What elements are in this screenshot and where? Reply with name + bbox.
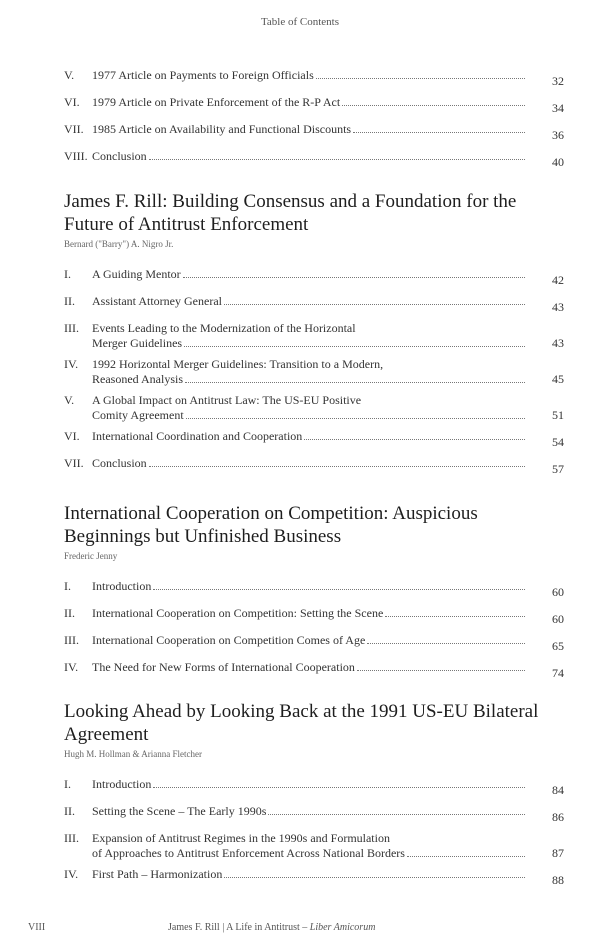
entry-number: II.	[64, 804, 75, 818]
entry-title: of Approaches to Antitrust Enforcement Across National Borders	[92, 846, 405, 860]
toc-entry[interactable]	[64, 267, 564, 288]
entry-number: V.	[64, 68, 75, 82]
entry-page-number: 32	[552, 74, 564, 88]
entry-title: A Guiding Mentor	[92, 267, 181, 281]
toc-entry[interactable]	[64, 95, 564, 116]
dot-leader	[184, 346, 525, 347]
entry-number: II.	[64, 606, 75, 620]
entry-number: IV.	[64, 867, 79, 881]
entry-title: Merger Guidelines	[92, 336, 183, 350]
dot-leader	[183, 277, 525, 278]
entry-page-number: 36	[552, 128, 564, 142]
entry-page-number: 34	[552, 101, 564, 115]
entry-page-number: 43	[552, 300, 564, 314]
toc-entry[interactable]	[64, 660, 564, 681]
toc-entry-list	[64, 267, 564, 477]
toc-entry[interactable]	[64, 294, 564, 315]
section-title: Looking Ahead by Looking Back at the 1991 US-EU Bilateral Agreement	[64, 701, 539, 745]
entry-page-number: 60	[552, 585, 564, 599]
section-title: James F. Rill: Building Consensus and a Foundation for the Future of Antitrust Enforcement	[64, 191, 517, 235]
toc-entry[interactable]	[64, 429, 564, 450]
entry-page-number: 74	[552, 666, 564, 680]
footer-title-italic: Liber Amicorum	[309, 922, 376, 933]
toc-entry[interactable]	[64, 393, 564, 423]
toc-entry-list	[64, 579, 564, 681]
entry-title: International Cooperation on Competition: Setting the Scene	[92, 606, 384, 620]
toc-entry[interactable]	[64, 831, 564, 861]
section-author: Bernard ("Barry") A. Nigro Jr.	[64, 239, 174, 249]
entry-title: Introduction	[92, 777, 152, 791]
entry-title: The Need for New Forms of International Cooperation	[92, 660, 355, 674]
dot-leader	[185, 382, 525, 383]
dot-leader	[268, 814, 525, 815]
entry-title: Setting the Scene – The Early 1990s	[92, 804, 267, 818]
entry-number: IV.	[64, 660, 79, 674]
toc-entry[interactable]	[64, 456, 564, 477]
dot-leader	[367, 643, 525, 644]
entry-title: Conclusion	[92, 456, 147, 470]
entry-title: 1979 Article on Private Enforcement of the R-P Act	[92, 95, 341, 109]
section-author: Hugh M. Hollman & Arianna Fletcher	[64, 749, 202, 759]
entry-page-number: 87	[552, 846, 564, 860]
dot-leader	[407, 856, 525, 857]
dot-leader	[304, 439, 525, 440]
entry-number: VIII.	[64, 149, 88, 163]
toc-section-jenny	[64, 502, 564, 687]
toc-section-continued	[64, 68, 564, 176]
toc-entry[interactable]	[64, 149, 564, 170]
entry-page-number: 88	[552, 873, 564, 887]
toc-entry[interactable]	[64, 867, 564, 888]
entry-title: Conclusion	[92, 149, 147, 163]
entry-page-number: 40	[552, 155, 564, 169]
entry-number: I.	[64, 579, 71, 593]
entry-title: Events Leading to the Modernization of the Horizontal	[92, 321, 356, 335]
entry-number: V.	[64, 393, 75, 407]
toc-entry[interactable]	[64, 579, 564, 600]
entry-page-number: 57	[552, 462, 564, 476]
toc-entry[interactable]	[64, 122, 564, 143]
entry-page-number: 51	[552, 408, 564, 422]
toc-section-rill	[64, 190, 564, 483]
entry-number: VI.	[64, 95, 80, 109]
entry-number: I.	[64, 777, 71, 791]
entry-title: International Cooperation on Competition Comes of Age	[92, 633, 366, 647]
entry-title: 1977 Article on Payments to Foreign Officials	[92, 68, 314, 82]
footer-title-text: James F. Rill | A Life in Antitrust –	[168, 922, 310, 933]
dot-leader	[385, 616, 525, 617]
entry-page-number: 60	[552, 612, 564, 626]
toc-entry[interactable]	[64, 606, 564, 627]
entry-number: IV.	[64, 357, 79, 371]
entry-page-number: 86	[552, 810, 564, 824]
dot-leader	[342, 105, 525, 106]
entry-number: III.	[64, 831, 79, 845]
entry-page-number: 84	[552, 783, 564, 797]
dot-leader	[357, 670, 525, 671]
dot-leader	[149, 466, 525, 467]
toc-section-hollman	[64, 700, 564, 894]
entry-page-number: 43	[552, 336, 564, 350]
entry-number: III.	[64, 633, 79, 647]
dot-leader	[353, 132, 525, 133]
entry-title: Assistant Attorney General	[92, 294, 222, 308]
running-head: Table of Contents	[260, 16, 340, 28]
entry-number: II.	[64, 294, 75, 308]
section-author: Frederic Jenny	[64, 551, 118, 561]
entry-title: 1992 Horizontal Merger Guidelines: Transition to a Modern,	[92, 357, 384, 371]
entry-title: International Coordination and Cooperation	[92, 429, 303, 443]
entry-number: III.	[64, 321, 79, 335]
entry-title: Reasoned Analysis	[92, 372, 183, 386]
entry-title: Comity Agreement	[92, 408, 184, 422]
entry-number: VII.	[64, 122, 84, 136]
page-folio: VIII	[28, 922, 46, 933]
entry-page-number: 54	[552, 435, 564, 449]
dot-leader	[316, 78, 525, 79]
dot-leader	[149, 159, 525, 160]
toc-entry[interactable]	[64, 804, 564, 825]
dot-leader	[224, 304, 525, 305]
toc-entry-list	[64, 68, 564, 170]
toc-entry[interactable]	[64, 321, 564, 351]
entry-number: I.	[64, 267, 71, 281]
toc-entry[interactable]	[64, 777, 564, 798]
entry-page-number: 45	[552, 372, 564, 386]
section-title: International Cooperation on Competition: Auspicious Beginnings but Unfinished Business	[64, 503, 478, 547]
entry-number: VI.	[64, 429, 80, 443]
entry-title: A Global Impact on Antitrust Law: The US-EU Positive	[92, 393, 362, 407]
entry-title: Expansion of Antitrust Regimes in the 1990s and Formulation	[92, 831, 390, 845]
toc-entry[interactable]	[64, 633, 564, 654]
dot-leader	[153, 787, 525, 788]
toc-entry[interactable]	[64, 68, 564, 89]
footer-book-title	[168, 922, 375, 933]
toc-entry-list	[64, 777, 564, 888]
entry-page-number: 42	[552, 273, 564, 287]
entry-title: First Path – Harmonization	[92, 867, 223, 881]
dot-leader	[186, 418, 525, 419]
dot-leader	[153, 589, 525, 590]
entry-page-number: 65	[552, 639, 564, 653]
entry-title: 1985 Article on Availability and Functional Discounts	[92, 122, 352, 136]
entry-number: VII.	[64, 456, 84, 470]
dot-leader	[224, 877, 525, 878]
toc-entry[interactable]	[64, 357, 564, 387]
entry-title: Introduction	[92, 579, 152, 593]
